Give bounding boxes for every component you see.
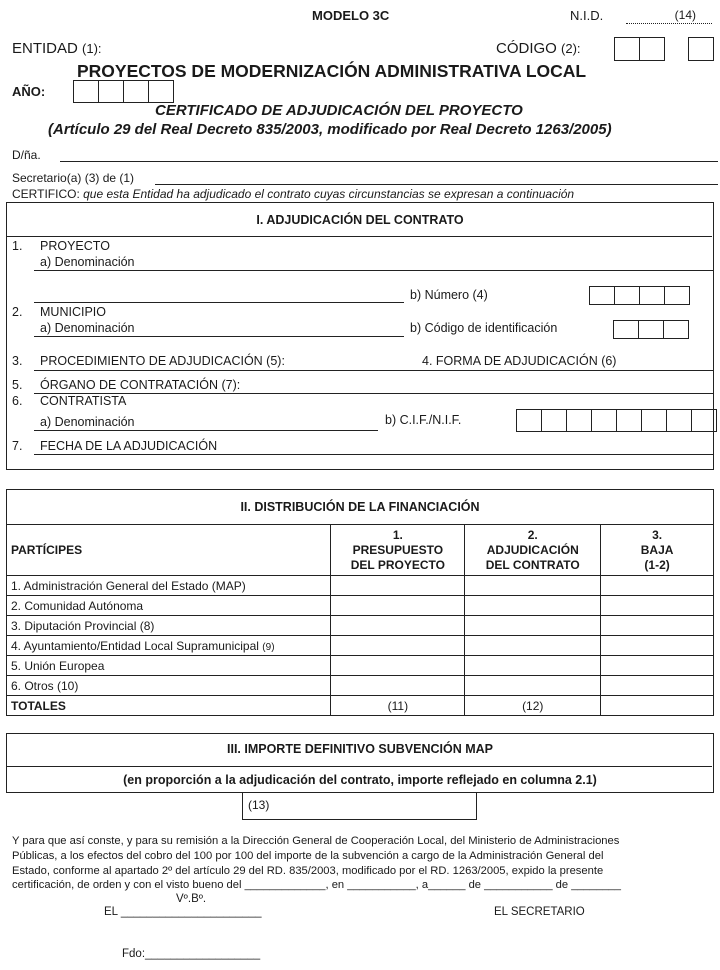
contratista-denominacion-label: a) Denominación <box>40 415 135 429</box>
item-6-num: 6. <box>12 394 23 408</box>
row-label: 2. Comunidad Autónoma <box>7 596 331 616</box>
row-label: 1. Administración General del Estado (MAP) <box>7 576 331 596</box>
table-row <box>7 596 714 616</box>
cell-adjudicacion[interactable] <box>465 576 601 596</box>
codigo-boxes[interactable] <box>614 37 664 61</box>
footer-line-3: Estado, conforme al apartado 2º del artículo 29 del RD. 835/2003, modificado por el RD. 1263/2005, expido la presente <box>12 865 604 877</box>
entidad-note: (1): <box>82 41 102 56</box>
entidad-text: ENTIDAD <box>12 40 78 57</box>
row-label: 6. Otros (10) <box>7 676 331 696</box>
proyecto-denominacion-field[interactable] <box>34 270 714 271</box>
section-iii-subtitle: (en proporción a la adjudicación del contrato, importe reflejado en columna 2.1) <box>123 773 597 787</box>
cif-boxes[interactable] <box>516 409 716 432</box>
modelo-label: MODELO 3C <box>312 8 390 23</box>
certifico-line <box>12 187 574 201</box>
col3-b: (1-2) <box>644 557 670 572</box>
total-adjudicacion[interactable] <box>465 696 601 716</box>
municipio-denominacion-field[interactable] <box>34 336 404 337</box>
table-row <box>7 616 714 636</box>
col-baja <box>601 525 714 576</box>
cell-adjudicacion[interactable] <box>465 676 601 696</box>
importe-ref: (13) <box>248 798 270 812</box>
proyecto-numero-boxes[interactable] <box>589 286 689 305</box>
col1-num: 1. <box>392 527 403 542</box>
codigo-text: CÓDIGO <box>496 40 557 57</box>
procedimiento-label: PROCEDIMIENTO DE ADJUDICACIÓN (5): <box>40 354 285 368</box>
totales-row <box>7 696 714 716</box>
contratista-label: CONTRATISTA <box>40 394 127 408</box>
cell-presupuesto[interactable] <box>331 676 465 696</box>
organo-field[interactable] <box>34 393 714 394</box>
anio-boxes[interactable] <box>73 80 173 103</box>
col2-b: DEL CONTRATO <box>485 557 580 572</box>
col1-b: DEL PROYECTO <box>350 557 445 572</box>
financiacion-table <box>6 524 714 716</box>
cell-baja[interactable] <box>601 656 714 676</box>
item-1-num: 1. <box>12 239 23 253</box>
certifico-text: que esta Entidad ha adjudicado el contrato cuyas circunstancias se expresan a continuación <box>83 187 575 201</box>
cell-baja[interactable] <box>601 676 714 696</box>
cell-adjudicacion[interactable] <box>465 596 601 616</box>
total-presupuesto[interactable] <box>331 696 465 716</box>
cell-presupuesto[interactable] <box>331 576 465 596</box>
proyecto-denominacion-label: a) Denominación <box>40 255 135 269</box>
col1-a: PRESUPUESTO <box>352 542 444 557</box>
section-iii-title: III. IMPORTE DEFINITIVO SUBVENCIÓN MAP <box>227 742 493 756</box>
col2-a: ADJUDICACIÓN <box>486 542 579 557</box>
cert-subtitle: (Artículo 29 del Real Decreto 835/2003, modificado por Real Decreto 1263/2005) <box>48 121 612 138</box>
section-ii-title: II. DISTRIBUCIÓN DE LA FINANCIACIÓN <box>240 500 480 514</box>
nid-label: N.I.D. <box>570 8 604 23</box>
col2-num: 2. <box>527 527 538 542</box>
row-label: 4. Ayuntamiento/Entidad Local Supramunicipal <box>11 638 259 653</box>
item-7-num: 7. <box>12 439 23 453</box>
dna-label: D/ña. <box>12 148 41 162</box>
col-adjudicacion <box>465 525 601 576</box>
total-adjudicacion-ref: (12) <box>522 698 544 713</box>
anio-label: AÑO: <box>12 84 46 99</box>
signature-el[interactable]: EL ______________________ <box>104 906 262 918</box>
cell-presupuesto[interactable] <box>331 656 465 676</box>
cell-baja[interactable] <box>601 616 714 636</box>
fecha-field[interactable] <box>34 454 714 455</box>
municipio-codigo-boxes[interactable] <box>613 320 688 339</box>
municipio-denominacion-label: a) Denominación <box>40 321 135 335</box>
col-presupuesto <box>331 525 465 576</box>
section-i-title: I. ADJUDICACIÓN DEL CONTRATO <box>256 213 464 227</box>
municipio-codigo-label: b) Código de identificación <box>410 321 558 335</box>
proyecto-numero-label: b) Número (4) <box>410 288 488 302</box>
nid-value: (14) <box>674 8 696 22</box>
item-2-num: 2. <box>12 305 23 319</box>
secretario-label: Secretario(a) (3) de (1) <box>12 171 135 185</box>
table-header-row <box>7 525 714 576</box>
fecha-label: FECHA DE LA ADJUDICACIÓN <box>40 439 218 453</box>
cell-presupuesto[interactable] <box>331 596 465 616</box>
section-i-divider <box>6 236 712 237</box>
table-row <box>7 636 714 656</box>
footer-line-2: Públicas, a los efectos del cobro del 100 por 100 del importe de la subvención a cargo de la Administración General del <box>12 850 604 862</box>
vobo-label: Vº.Bº. <box>176 893 207 905</box>
section-iii-divider <box>6 766 712 767</box>
cell-baja[interactable] <box>601 636 714 656</box>
municipio-label: MUNICIPIO <box>40 305 106 319</box>
total-baja[interactable] <box>601 696 714 716</box>
forma-label: 4. FORMA DE ADJUDICACIÓN (6) <box>422 354 617 368</box>
cif-label: b) C.I.F./N.I.F. <box>385 413 462 427</box>
cell-adjudicacion[interactable] <box>465 656 601 676</box>
procedimiento-field[interactable] <box>34 370 714 371</box>
footer-line-4: certificación, de orden y con el visto bueno del _____________, en ___________, a______ de ___________ de ________ <box>12 879 621 891</box>
table-row <box>7 576 714 596</box>
cell-presupuesto[interactable] <box>331 616 465 636</box>
col-participes: PARTÍCIPES <box>7 525 331 576</box>
codigo-label <box>496 40 581 57</box>
importe-field[interactable] <box>242 792 477 820</box>
entidad-label <box>12 40 102 57</box>
codigo-note: (2): <box>561 41 581 56</box>
item-3-num: 3. <box>12 354 23 368</box>
row-label: 5. Unión Europea <box>7 656 331 676</box>
footer-line-1: Y para que así conste, y para su remisión a la Dirección General de Cooperación Local, del Ministerio de Administraciones <box>12 835 620 847</box>
cert-title: CERTIFICADO DE ADJUDICACIÓN DEL PROYECTO <box>155 102 523 119</box>
signature-secretario: EL SECRETARIO <box>494 906 585 918</box>
row-note: (9) <box>262 641 275 653</box>
certifico-label: CERTIFICO: <box>12 187 80 201</box>
codigo-check-box[interactable] <box>688 37 713 61</box>
item-5-num: 5. <box>12 378 23 392</box>
cell-baja[interactable] <box>601 576 714 596</box>
col3-a: BAJA <box>640 542 674 557</box>
proyecto-label: PROYECTO <box>40 239 110 253</box>
dna-field[interactable] <box>60 161 718 162</box>
total-presupuesto-ref: (11) <box>387 698 409 713</box>
cell-baja[interactable] <box>601 596 714 616</box>
fdo-field[interactable]: Fdo:__________________ <box>122 948 261 960</box>
proyecto-denominacion-field-2[interactable] <box>34 302 404 303</box>
organo-label: ÓRGANO DE CONTRATACIÓN (7): <box>40 378 241 392</box>
table-row <box>7 676 714 696</box>
nid-field[interactable] <box>626 8 712 24</box>
totales-label: TOTALES <box>7 696 331 716</box>
cell-presupuesto[interactable] <box>331 636 465 656</box>
main-title: PROYECTOS DE MODERNIZACIÓN ADMINISTRATIVA LOCAL <box>77 61 587 81</box>
secretario-field[interactable] <box>155 184 718 185</box>
table-row <box>7 656 714 676</box>
row-label-container <box>7 636 331 656</box>
contratista-denominacion-field[interactable] <box>34 430 378 431</box>
cell-adjudicacion[interactable] <box>465 616 601 636</box>
col3-num: 3. <box>652 527 663 542</box>
row-label: 3. Diputación Provincial (8) <box>7 616 331 636</box>
cell-adjudicacion[interactable] <box>465 636 601 656</box>
